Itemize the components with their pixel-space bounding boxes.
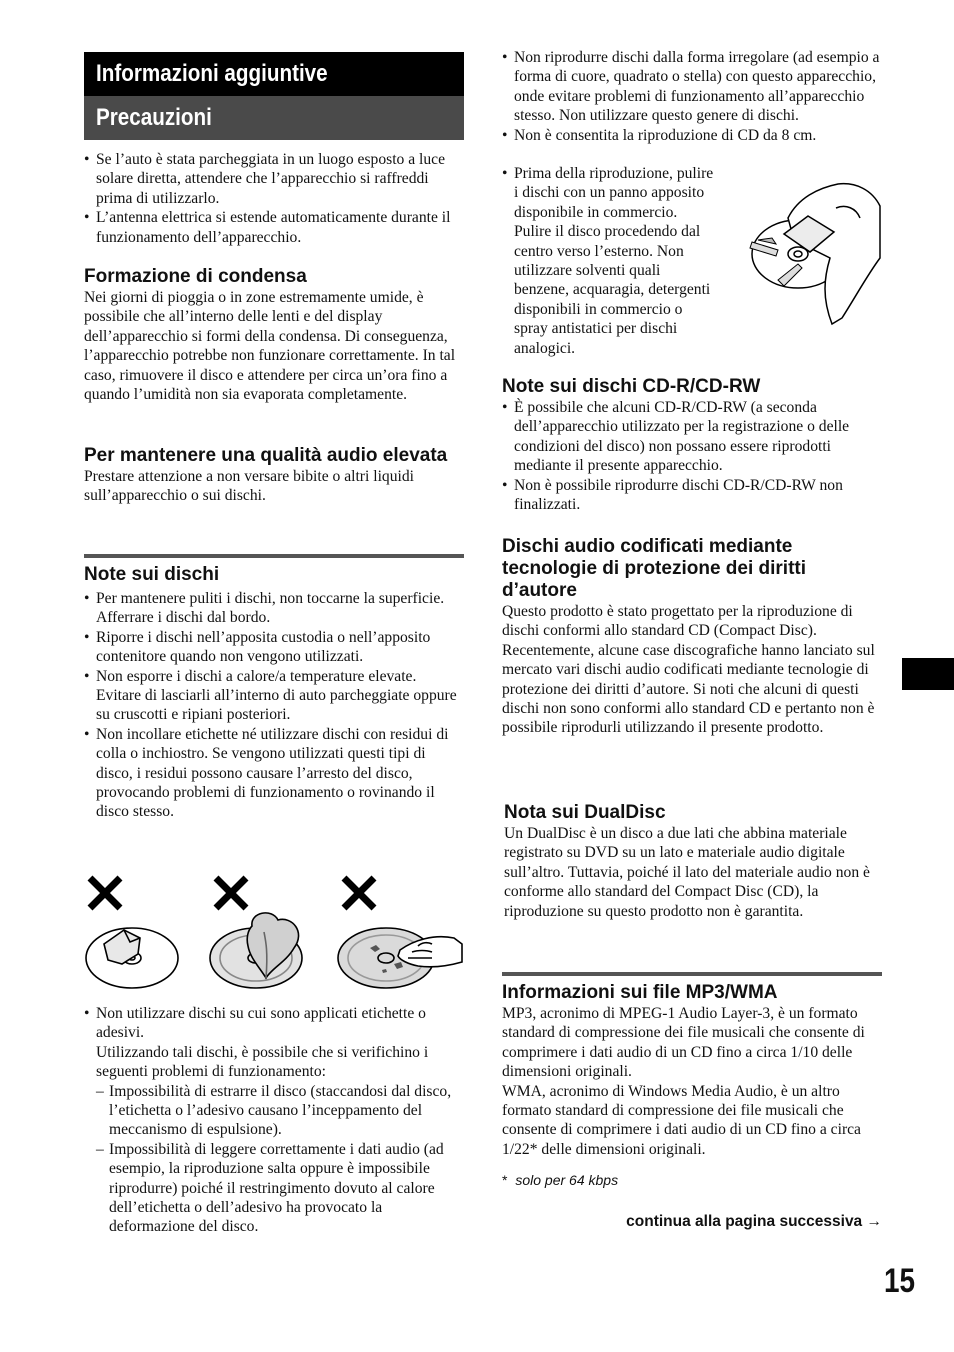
intro-block <box>84 150 464 247</box>
right-top-block <box>502 48 882 145</box>
cleaning-line: disponibile in commercio. <box>514 203 678 221</box>
protezione-block <box>502 536 882 738</box>
page-number-text: 15 <box>884 1262 916 1300</box>
qualita-block <box>84 445 464 506</box>
list-item: • Non riprodurre dischi dalla forma irregolare (ad esempio a forma di cuore, quadrato o stella) con questo apparecchio, onde evitare problemi di funzionamento all’apparecchio stesso. Non utilizzare questo genere di dischi. <box>502 48 882 126</box>
dischi-block <box>84 554 464 822</box>
protezione-text: Recentemente, alcune case discografiche hanno lanciato sul mercato vari dischi audio codificati mediante tecnologie di protezione dei diritti d’autore. Si noti che alcuni di questi dischi non sono conformi allo standard CD e pertanto non è possibile riprodurli utilizzando il presente prodotto. <box>502 641 875 737</box>
disc-illustrations <box>82 872 464 994</box>
list-item: – Impossibilità di leggere correttamente i dati audio (ad esempio, la riproduzione salta oppure è impossibile riprodurre) poiché il restringimento dovuto al calore dell’etichetta o dell’adesivo ha provocato la deformazione del disco. <box>96 1140 464 1237</box>
disc-residue-icon <box>338 928 462 988</box>
x-mark-icon <box>216 878 246 908</box>
section-subtitle <box>84 96 464 140</box>
cdr-block <box>502 376 882 514</box>
language-tab <box>902 658 954 690</box>
cleaning-line: Pulire il disco procedendo dal <box>514 223 701 241</box>
cleaning-block <box>502 164 752 358</box>
footnote-text: solo per 64 kbps <box>515 1172 619 1188</box>
dualdisc-block <box>504 802 880 921</box>
condensa-block <box>84 266 464 404</box>
section-banner <box>84 52 464 140</box>
etichette-bullet: Non utilizzare dischi su cui sono applicati etichette o adesivi. <box>96 1005 426 1042</box>
continue-text: continua alla pagina successiva → <box>626 1213 882 1230</box>
cleaning-line: centro verso l’esterno. Non <box>514 242 684 260</box>
cleaning-line: • Prima della riproduzione, pulire <box>514 165 714 182</box>
list-item: • L’antenna elettrica si estende automaticamente durante il funzionamento dell’apparecchio. <box>84 208 464 247</box>
list-item: • Se l’auto è stata parcheggiata in un luogo esposto a luce solare diretta, attendere che l’apparecchio si raffreddi prima di utilizzarlo. <box>84 150 464 208</box>
list-item <box>502 164 752 358</box>
etichette-block <box>84 1004 464 1237</box>
cdr-heading: Note sui dischi CD-R/CD-RW <box>502 376 761 397</box>
section-subtitle-text: Precauzioni <box>96 104 212 131</box>
cleaning-line: benzene, acquaragia, detergenti <box>514 281 711 299</box>
protezione-heading: Dischi audio codificati mediante tecnologie di protezione dei diritti d’autore <box>502 536 807 601</box>
continue-link <box>502 1213 882 1231</box>
cleaning-line: spray antistatici per dischi <box>514 320 678 338</box>
dischi-heading: Note sui dischi <box>84 554 464 586</box>
x-mark-icon <box>90 878 120 908</box>
list-item: • Riporre i dischi nell’apposita custodia o nell’apposito contenitore quando non vengono utilizzati. <box>84 628 464 667</box>
section-title <box>84 52 464 96</box>
mp3-text: MP3, acronimo di MPEG-1 Audio Layer-3, è un formato standard di compressione dei file musicali che consente di comprimere i dati audio di un CD fino a circa 1/10 delle dimensioni originali. <box>502 1005 865 1081</box>
qualita-heading: Per mantenere una qualità audio elevata <box>84 445 448 466</box>
mp3-heading: Informazioni sui file MP3/WMA <box>502 972 882 1004</box>
disc-cleaning-icon <box>748 178 882 328</box>
cleaning-line: i dischi con un panno apposito <box>514 184 705 202</box>
qualita-text: Prestare attenzione a non versare bibite o altri liquidi sull’apparecchio o sui dischi. <box>84 468 414 505</box>
list-item: • Non incollare etichette né utilizzare dischi con residui di colla o inchiostro. Se vengono utilizzati questi tipi di disco, i residui possono causare l’arresto del disco, provocando problemi di funzionamento o rovinando il disco stesso. <box>84 725 464 822</box>
list-item: • Per mantenere puliti i dischi, non toccarne la superficie. Afferrare i dischi dal bordo. <box>84 589 464 628</box>
condensa-heading: Formazione di condensa <box>84 266 307 287</box>
protezione-text: Questo prodotto è stato progettato per la riproduzione di dischi conformi allo standard CD (Compact Disc). <box>502 603 853 640</box>
section-title-text: Informazioni aggiuntive <box>96 60 328 87</box>
heart-shaped-disc-icon <box>210 913 302 988</box>
list-item: – Impossibilità di estrarre il disco (staccandosi dal disco, l’etichetta o l’adesivo causano l’inceppamento del meccanismo di espulsione). <box>96 1082 464 1140</box>
footnote <box>502 1172 882 1188</box>
cleaning-line: utilizzare solventi quali <box>514 262 661 280</box>
cleaning-line: analogici. <box>514 339 576 357</box>
dualdisc-heading: Nota sui DualDisc <box>504 802 666 823</box>
page-number <box>884 1262 922 1301</box>
condensa-text: Nei giorni di pioggia o in zone estremamente umide, è possibile che all’interno delle lenti e del display dell’apparecchio si formi della condensa. Di conseguenza, l’apparecchio potrebbe non funzionare correttamente. In tal caso, rimuovere il disco e attendere per circa un’ora fino a quando l’umidità non sia evaporata completamente. <box>84 289 456 404</box>
list-item: • Non è possibile riprodurre dischi CD-R/CD-RW non finalizzati. <box>502 476 882 515</box>
etichette-para: Utilizzando tali dischi, è possibile che si verifichino i seguenti problemi di funzionamento: <box>96 1043 429 1081</box>
cleaning-line: disponibili in commercio o <box>514 300 683 318</box>
mp3-text: WMA, acronimo di Windows Media Audio, è un altro formato standard di compressione dei file musicali che consente di comprimere i dati audio di un CD fino a circa 1/22* delle dimensioni originali. <box>502 1082 861 1158</box>
footnote-mark: * <box>502 1172 508 1188</box>
mp3-block <box>502 972 882 1159</box>
dualdisc-text: Un DualDisc è un disco a due lati che abbina materiale registrato su DVD su un lato e materiale audio digitale sull’altro. Tuttavia, poiché il lato del materiale audio non è conforme allo standard del Compact Disc (CD), la riproduzione su questo prodotto non è garantita. <box>504 825 870 920</box>
list-item <box>84 1004 464 1043</box>
list-item: • È possibile che alcuni CD-R/CD-RW (a seconda dell’apparecchio utilizzato per la registrazione o delle condizioni del disco) non possano essere riprodotti mediante il presente apparecchio. <box>502 398 882 476</box>
list-item: • Non esporre i dischi a calore/a temperature elevate. Evitare di lasciarli all’interno di auto parcheggiate oppure su cruscotti e ripiani posteriori. <box>84 667 464 725</box>
list-item: • Non è consentita la riproduzione di CD da 8 cm. <box>502 126 882 145</box>
disc-with-label-icon <box>86 928 178 988</box>
x-mark-icon <box>344 878 374 908</box>
